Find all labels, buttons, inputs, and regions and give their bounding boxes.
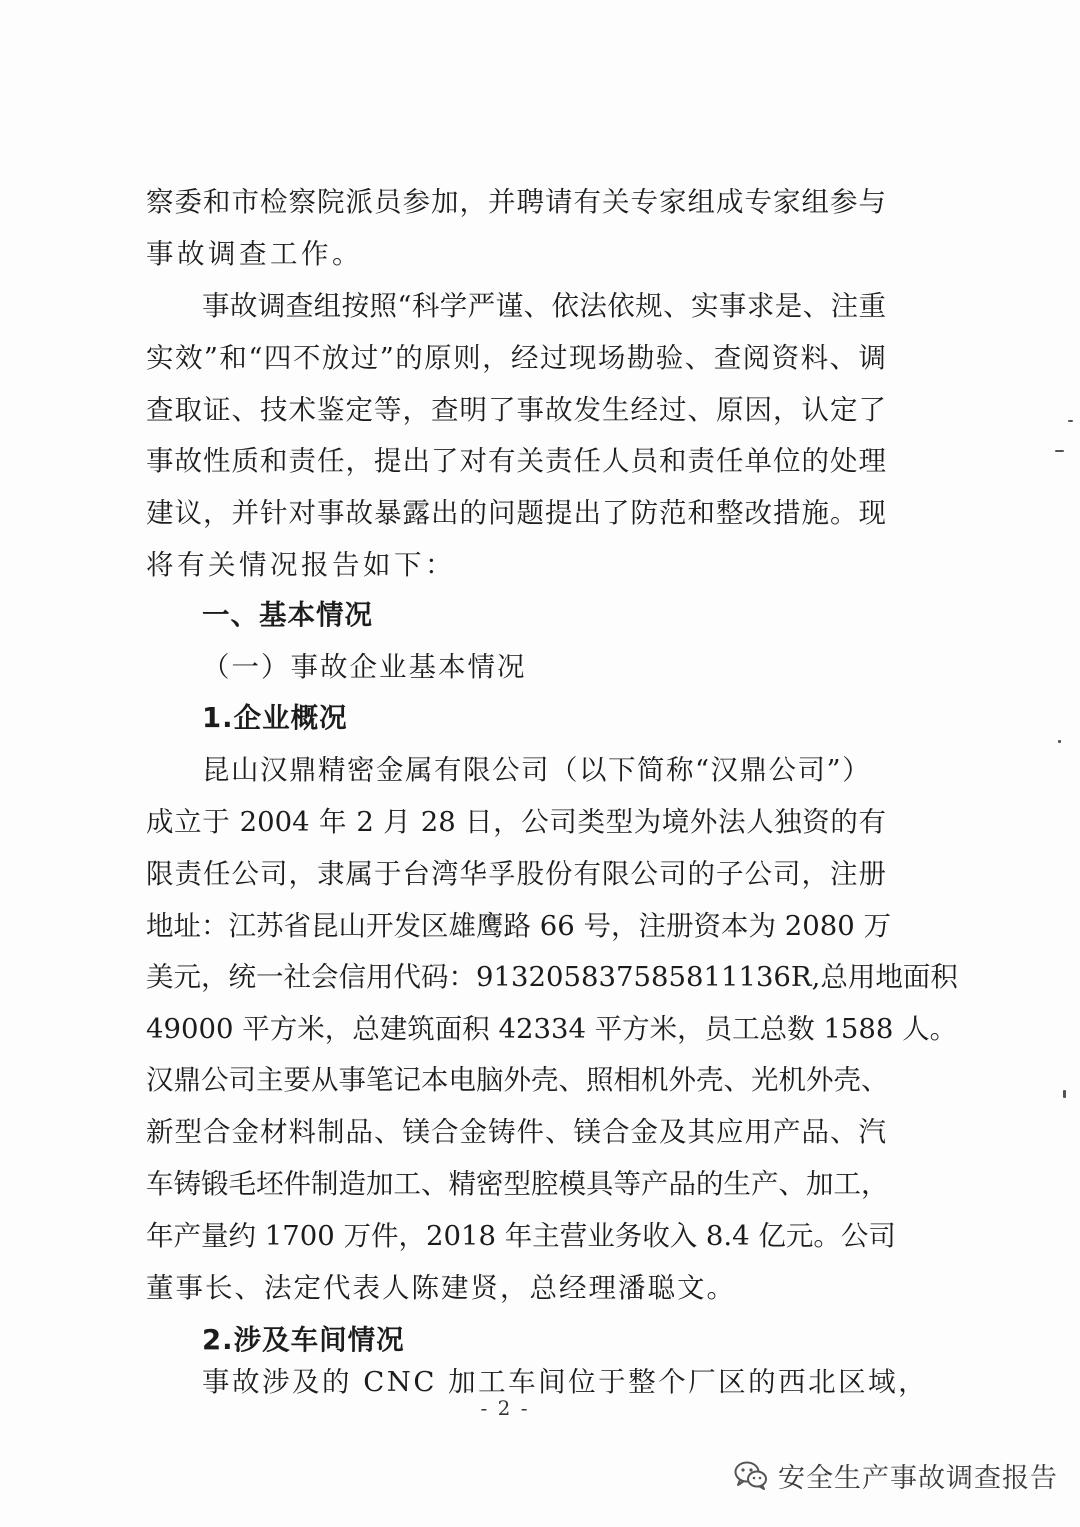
paragraph-line: 49000 平方米，总建筑面积 42334 平方米，员工总数 1588 人。	[146, 1013, 958, 1045]
paragraph-line: 事故调查工作。	[146, 238, 363, 270]
paragraph-line: 察委和市检察院派员参加，并聘请有关专家组成专家组参与	[146, 186, 886, 218]
paragraph-line: 年产量约 1700 万件，2018 年主营业务收入 8.4 亿元。公司	[146, 1220, 896, 1252]
paragraph-line: 董事长、法定代表人陈建贤，总经理潘聪文。	[146, 1272, 736, 1304]
subsection-heading: （一）事故企业基本情况	[202, 651, 527, 683]
paragraph-line: 汉鼎公司主要从事笔记本电脑外壳、照相机外壳、光机外壳、	[146, 1064, 889, 1096]
scan-speck	[1058, 740, 1061, 743]
scan-speck	[1063, 1090, 1066, 1098]
section-heading: 一、基本情况	[202, 599, 373, 631]
paragraph-line: 将有关情况报告如下：	[146, 549, 456, 581]
item-heading: 2.涉及车间情况	[202, 1324, 405, 1356]
wechat-icon	[734, 1460, 768, 1490]
paragraph-line: 事故涉及的 CNC 加工车间位于整个厂区的西北区域，	[202, 1366, 929, 1398]
paragraph-line: 新型合金材料制品、镁合金铸件、镁合金及其应用产品、汽	[146, 1116, 886, 1148]
paragraph-line: 限责任公司，隶属于台湾华孚股份有限公司的子公司，注册	[146, 858, 886, 890]
watermark-text: 安全生产事故调查报告	[778, 1462, 1058, 1494]
scan-speck	[1055, 450, 1064, 452]
paragraph-line: 美元，统一社会信用代码：913205837585811136R,总用地面积	[146, 961, 958, 993]
paragraph-line: 车铸锻毛坯件制造加工、精密型腔模具等产品的生产、加工，	[146, 1168, 889, 1200]
paragraph-line: 事故调查组按照“科学严谨、依法依规、实事求是、注重	[202, 290, 886, 322]
scan-speck	[1068, 420, 1073, 422]
watermark	[734, 1455, 1058, 1495]
paragraph-line: 昆山汉鼎精密金属有限公司（以下简称“汉鼎公司”）	[202, 754, 872, 786]
paragraph-line: 事故性质和责任，提出了对有关责任人员和责任单位的处理	[146, 445, 886, 477]
paragraph-line: 查取证、技术鉴定等，查明了事故发生经过、原因，认定了	[146, 394, 886, 426]
paragraph-line: 地址：江苏省昆山开发区雄鹰路 66 号，注册资本为 2080 万	[146, 910, 891, 942]
paragraph-line: 建议，并针对事故暴露出的问题提出了防范和整改措施。现	[146, 497, 886, 529]
paragraph-line: 实效”和“四不放过”的原则，经过现场勘验、查阅资料、调	[146, 342, 886, 374]
item-heading: 1.企业概况	[202, 702, 348, 734]
page-number: - 2 -	[480, 1396, 530, 1420]
paragraph-line: 成立于 2004 年 2 月 28 日，公司类型为境外法人独资的有	[146, 806, 886, 838]
